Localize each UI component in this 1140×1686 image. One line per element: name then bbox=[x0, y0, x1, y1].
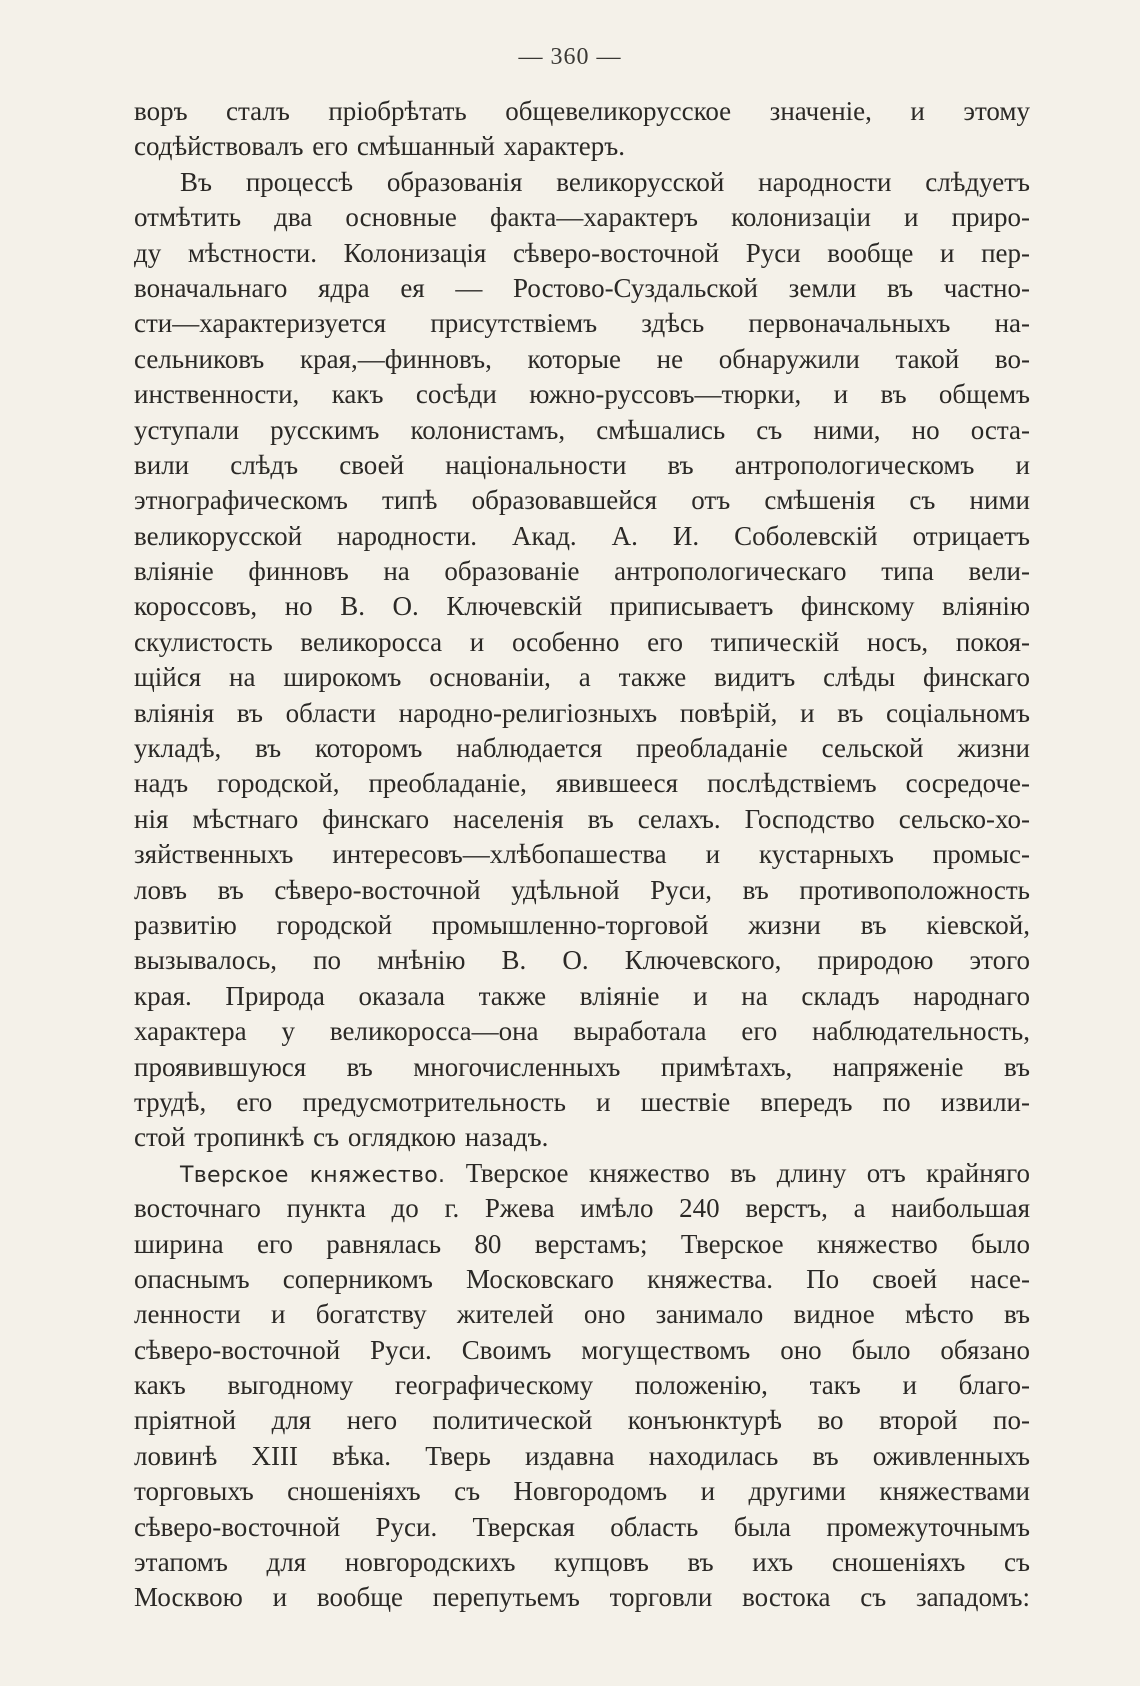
text-line: вызывалось, по мнѣнію В. О. Ключевского, природою этого bbox=[134, 945, 1030, 976]
text-line: Москвою и вообще перепутьемъ торговли востока съ западомъ: bbox=[134, 1582, 1030, 1613]
text-line: вліянія въ области народно-религіозныхъ повѣрій, и въ соціальномъ bbox=[134, 697, 1030, 728]
text-line: зяйственныхъ интересовъ—хлѣбопашества и кустарныхъ промыс- bbox=[134, 839, 1030, 870]
text-line: ловинѣ XIII вѣка. Тверь издавна находилась въ оживленныхъ bbox=[134, 1440, 1030, 1471]
text-line: сѣверо-восточной Руси. Тверская область была промежуточнымъ bbox=[134, 1511, 1030, 1542]
text-line: нія мѣстнаго финскаго населенія въ селахъ. Господство сельско-хо- bbox=[134, 803, 1030, 834]
text-line: восточнаго пункта до г. Ржева имѣло 240 верстъ, а наибольшая bbox=[134, 1193, 1030, 1224]
paragraph-3 bbox=[134, 1156, 1030, 1616]
text-line: Въ процессѣ образованія великорусской народности слѣдуетъ bbox=[180, 166, 1030, 197]
text-line: края. Природа оказала также вліяніе и на складъ народнаго bbox=[134, 980, 1030, 1011]
text-line: проявившуюся въ многочисленныхъ примѣтахъ, напряженіе въ bbox=[134, 1051, 1030, 1082]
text-line: воръ сталъ пріобрѣтать общевеликорусское значеніе, и этому bbox=[134, 96, 1030, 126]
heading-line-rest: Тверское княжество въ длину отъ крайняго bbox=[445, 1157, 1030, 1188]
text-line: вили слѣдъ своей національности въ антропологическомъ и bbox=[134, 449, 1030, 480]
text-line: содѣйствовалъ его смѣшанный характеръ. bbox=[134, 131, 625, 162]
section-heading: Тверское княжество. bbox=[180, 1162, 446, 1188]
text-line: уступали русскимъ колонистамъ, смѣшались съ ними, но оста- bbox=[134, 414, 1030, 445]
paragraph-1 bbox=[134, 94, 1030, 165]
text-line: ду мѣстности. Колонизація сѣверо-восточной Руси вообще и пер- bbox=[134, 237, 1030, 268]
text-line bbox=[134, 1156, 1030, 1191]
text-line: характера у великоросса—она выработала его наблюдательность, bbox=[134, 1016, 1030, 1047]
text-line: опаснымъ соперникомъ Московскаго княжества. По своей насе- bbox=[134, 1263, 1030, 1294]
text-line: отмѣтить два основные факта—характеръ колонизаціи и приро- bbox=[134, 202, 1030, 233]
text-line: инственности, какъ сосѣди южно-руссовъ—тюрки, и въ общемъ bbox=[134, 379, 1030, 410]
text-line: торговыхъ сношеніяхъ съ Новгородомъ и другими княжествами bbox=[134, 1476, 1030, 1507]
text-line: развитію городской промышленно-торговой жизни въ кіевской, bbox=[134, 909, 1030, 940]
text-line: укладѣ, въ которомъ наблюдается преобладаніе сельской жизни bbox=[134, 733, 1030, 764]
text-line: сельниковъ края,—финновъ, которые не обнаружили такой во- bbox=[134, 343, 1030, 374]
text-line: надъ городской, преобладаніе, явившееся послѣдствіемъ сосредоче- bbox=[134, 768, 1030, 799]
text-line: этапомъ для новгородскихъ купцовъ въ ихъ сношеніяхъ съ bbox=[134, 1547, 1030, 1578]
text-line: скулистость великоросса и особенно его типическій носъ, покоя- bbox=[134, 626, 1030, 657]
text-line: вліяніе финновъ на образованіе антропологическаго типа вели- bbox=[134, 556, 1030, 587]
text-line: ловъ въ сѣверо-восточной удѣльной Руси, въ противоположность bbox=[134, 874, 1030, 905]
text-line: сѣверо-восточной Руси. Своимъ могуществомъ оно было обязано bbox=[134, 1334, 1030, 1365]
text-line: ширина его равнялась 80 верстамъ; Тверское княжество было bbox=[134, 1228, 1030, 1259]
text-line: этнографическомъ типѣ образовавшейся отъ смѣшенія съ ними bbox=[134, 485, 1030, 516]
text-line: стой тропинкѣ съ оглядкою назадъ. bbox=[134, 1122, 549, 1153]
text-line: сти—характеризуется присутствіемъ здѣсь первоначальныхъ на- bbox=[134, 308, 1030, 339]
text-line: пріятной для него политической конъюнктурѣ во второй по- bbox=[134, 1405, 1030, 1436]
text-line: ленности и богатству жителей оно занимало видное мѣсто въ bbox=[134, 1299, 1030, 1330]
text-line: щійся на широкомъ основаніи, а также видитъ слѣды финскаго bbox=[134, 662, 1030, 693]
text-line: трудѣ, его предусмотрительность и шествіе впередъ по извили- bbox=[134, 1086, 1030, 1117]
paragraph-2 bbox=[134, 165, 1030, 1156]
page-body bbox=[134, 94, 1030, 1616]
text-line: великорусской народности. Акад. А. И. Соболевскій отрицаетъ bbox=[134, 520, 1030, 551]
text-line: короссовъ, но В. О. Ключевскій приписываетъ финскому вліянію bbox=[134, 591, 1030, 622]
text-line: какъ выгодному географическому положенію, такъ и благо- bbox=[134, 1370, 1030, 1401]
page-number: — 360 — bbox=[518, 44, 622, 70]
text-line: воначальнаго ядра ея — Ростово-Суздальской земли въ частно- bbox=[134, 272, 1030, 303]
